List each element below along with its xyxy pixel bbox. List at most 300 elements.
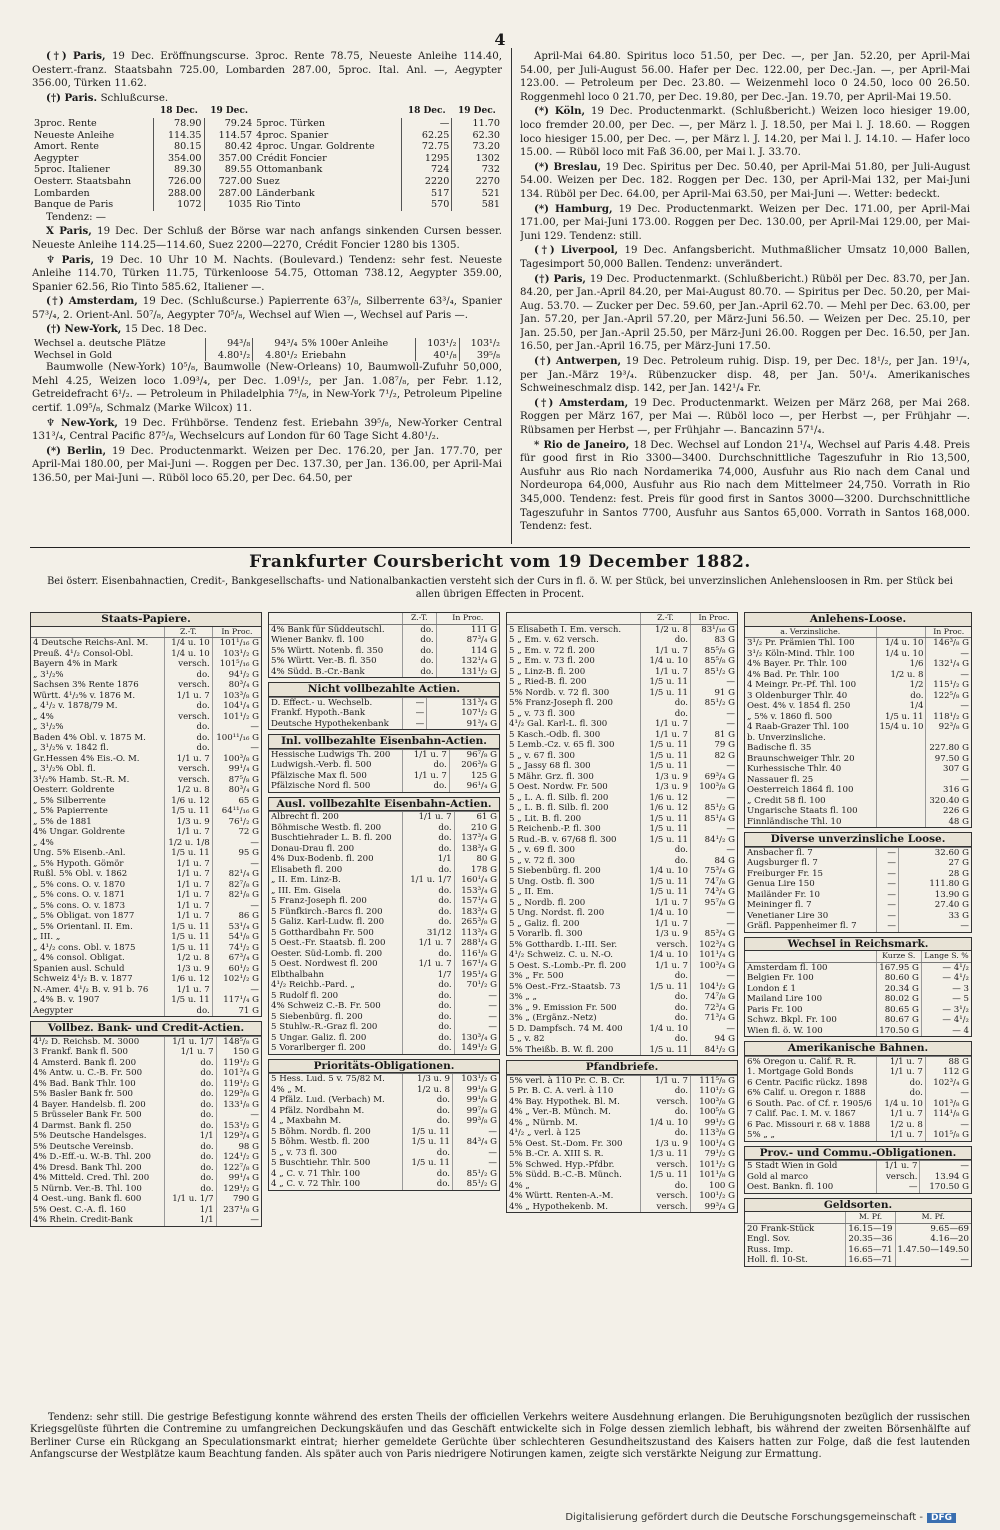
right-news-column: [520, 50, 970, 546]
price-cell: 64¹¹/₁₆ G: [212, 806, 261, 817]
price-cell: Braunschweiger Thlr. 20: [747, 753, 855, 764]
price-cell: versch.: [876, 1172, 920, 1183]
price-cell: 1/6 u. 12: [164, 796, 212, 807]
column-header: In Proc.: [212, 627, 261, 638]
price-row: [507, 1086, 737, 1097]
price-row: [507, 646, 737, 657]
price-row: [31, 922, 261, 933]
price-cell: do.: [402, 865, 454, 876]
news-text: 19 Dec. Productenmarkt. (Schlußbericht.) Weizen loco hiesiger 19.00, loco fremder 20.00, per Dec. —, per März l. J. 18.50, per Mai l. J. 18.60. — Roggen loco hiesiger 15.00, per Dec. —, per März l. J. 14.20, per Mai l. J. 14.10. — Hafer loco 15.00. — Rüböl loco mit Faß 36.00, per Mai l. J. 33.70.: [520, 106, 970, 159]
price-row: [745, 1182, 971, 1193]
price-cell: 226 G: [926, 806, 971, 817]
price-cell: 82¹/₄ G: [212, 869, 261, 880]
price-cell: 4 „ C. v. 72 Thlr. 100: [271, 1179, 361, 1189]
price-cell: 5 Oest. S.-Lomb.-Pr. fl. 200: [509, 960, 627, 971]
price-cell: 4¹/₂ Gal. Karl-L. fl. 300: [509, 719, 608, 729]
price-cell: 1/1 u. 7: [640, 719, 690, 730]
price-cell: versch.: [164, 775, 212, 786]
price-cell: —: [454, 1012, 499, 1023]
price-cell: 210 G: [454, 823, 499, 834]
section-title: Diverse unverzinsliche Loose.: [745, 833, 971, 847]
news-paragraph: [520, 161, 970, 202]
price-cell: 111⁵/₈ G: [691, 1075, 737, 1086]
quote-cell: 114.35: [154, 130, 204, 142]
price-cell: 5 Oest.-Fr. Staatsb. fl. 200: [271, 938, 386, 948]
column-header-row: [269, 613, 499, 624]
price-row: [31, 1079, 261, 1090]
price-cell: „ 5% Orientanl. II. Em.: [33, 921, 133, 932]
price-cell: —: [691, 719, 737, 730]
price-row: [745, 1026, 971, 1037]
price-cell: 1/7: [402, 970, 454, 981]
price-cell: 3¹/₂ Pr. Prämien Thl. 100: [747, 638, 855, 648]
price-cell: 1/2 u. 8: [876, 1120, 925, 1131]
price-row: [745, 649, 971, 660]
price-row: [31, 1215, 261, 1226]
news-heading: (*) Breslau,: [534, 160, 606, 173]
price-cell: 183³/₄ G: [454, 907, 499, 918]
price-cell: 111 G: [436, 624, 499, 635]
price-cell: Aegypter: [33, 1005, 73, 1016]
price-cell: Deutsche Hypothekenbank: [271, 718, 389, 729]
quote-cell: 11.70: [452, 118, 502, 130]
price-cell: 33 G: [898, 911, 971, 922]
price-cell: 5 Ungar. Galiz. fl. 200: [271, 1032, 367, 1043]
section-title: Ausl. vollbezahlte Eisenbahn-Actien.: [269, 798, 499, 812]
price-cell: versch.: [164, 712, 212, 723]
quote-cell: Länderbank: [256, 187, 315, 199]
price-cell: 5 Buschtiehr. Thlr. 500: [271, 1158, 371, 1168]
price-cell: —: [454, 991, 499, 1002]
price-cell: 80.65 G: [876, 1005, 921, 1016]
price-cell: Paris Fr. 100: [747, 1004, 803, 1015]
price-cell: 1/4 u. 10: [640, 1024, 690, 1035]
price-cell: —: [898, 921, 971, 932]
price-row: [745, 659, 971, 670]
price-cell: 3% „ „: [509, 992, 538, 1002]
price-cell: 5 Ung. Nordst. fl. 200: [509, 908, 605, 918]
price-row: [507, 824, 737, 835]
table-column-1: [30, 612, 262, 1412]
price-cell: 4% „ Hypothekenb. M.: [509, 1201, 608, 1212]
price-cell: 4% „ M.: [271, 1084, 307, 1095]
price-row: [31, 764, 261, 775]
news-text: Schlußcurse.: [100, 92, 169, 104]
price-row: [269, 1012, 499, 1023]
price-cell: do.: [402, 1043, 454, 1054]
price-cell: 4 Pfälz. Lud. (Verbach) M.: [271, 1095, 385, 1105]
price-cell: 137³/₄ G: [454, 833, 499, 844]
price-cell: 117¹/₄ G: [212, 995, 261, 1006]
price-row: [269, 719, 499, 730]
price-cell: 1/1 u. 7: [640, 646, 690, 657]
price-cell: 103¹/₂ G: [212, 649, 261, 660]
price-cell: 167.95 G: [876, 962, 921, 973]
price-cell: do.: [164, 1163, 216, 1174]
price-cell: —: [453, 1158, 499, 1169]
price-cell: 148⁵/₈ G: [216, 1036, 261, 1047]
quote-row: [32, 350, 502, 362]
news-heading: (*) Berlin,: [46, 444, 113, 457]
price-cell: 4% Dux-Bodenb. fl. 200: [271, 854, 374, 864]
price-table: [745, 1160, 971, 1193]
price-cell: [926, 733, 971, 744]
price-cell: 1/5 u. 11: [640, 824, 690, 835]
price-cell: 5% Franz-Joseph fl. 200: [509, 698, 614, 708]
price-cell: 113³/₄ G: [454, 928, 499, 939]
price-cell: 1/5 u. 11: [640, 688, 690, 699]
column-header: M. Pf.: [895, 1212, 971, 1223]
price-table: [745, 951, 971, 1036]
news-paragraph: [520, 203, 970, 244]
price-row: [745, 712, 971, 723]
price-cell: 1/5 u. 11: [640, 740, 690, 751]
price-cell: 5 Mähr. Grz. fl. 300: [509, 771, 594, 782]
price-row: [745, 691, 971, 702]
price-row: [507, 1075, 737, 1086]
price-table: [31, 1036, 261, 1226]
price-row: [745, 984, 971, 995]
price-row: [269, 1106, 499, 1117]
price-cell: 116¹/₈ G: [454, 949, 499, 960]
quote-cell: 2220: [402, 176, 452, 188]
news-heading: (†) Amsterdam,: [534, 396, 634, 409]
price-row: [31, 1194, 261, 1205]
price-cell: 1/4 u. 10: [640, 908, 690, 919]
price-cell: 1/1 u. 7: [640, 961, 690, 972]
quote-cell: 581: [452, 199, 502, 211]
price-table: [269, 697, 499, 730]
price-cell: 99¹/₄ G: [212, 764, 261, 775]
price-cell: 99¹/₈ G: [453, 1085, 499, 1096]
quote-cell: Amort. Rente: [34, 141, 99, 153]
price-row: [745, 890, 971, 901]
price-cell: 4% Rhein. Credit-Bank: [33, 1215, 133, 1225]
price-row: [507, 919, 737, 930]
price-cell: Schwz. Bkpl. Fr. 100: [747, 1015, 837, 1025]
price-cell: 206³/₈ G: [449, 760, 499, 771]
price-cell: „ 4% consol. Obligat.: [33, 953, 125, 963]
price-cell: 1/1 u. 7: [164, 827, 212, 838]
price-cell: do.: [164, 1121, 216, 1132]
price-cell: Bayern 4% in Mark: [33, 659, 118, 669]
price-row: [507, 1034, 737, 1045]
price-cell: —: [925, 1120, 971, 1131]
price-cell: Gold al marco: [747, 1171, 808, 1182]
price-cell: do.: [164, 1184, 216, 1195]
price-row: [269, 928, 499, 939]
price-row: [507, 740, 737, 751]
price-cell: 1/5 u. 11: [640, 887, 690, 898]
quote-row: [32, 199, 502, 211]
price-cell: do.: [402, 760, 449, 771]
price-cell: 3% „ (Ergänz.-Netz): [509, 1013, 597, 1023]
quote-cell: Neueste Anleihe: [34, 129, 115, 141]
price-cell: „ 4%: [33, 711, 54, 722]
price-cell: —: [691, 1024, 737, 1035]
column-header-row: [745, 627, 971, 638]
news-paragraph: [32, 417, 502, 444]
price-cell: 74⁷/₈ G: [691, 877, 737, 888]
quote-cell: 80.15: [154, 141, 204, 153]
price-cell: Ungarische Staats fl. 100: [747, 806, 858, 816]
price-row: [507, 688, 737, 699]
price-cell: 1/1 u. 7: [164, 691, 212, 702]
price-cell: 102³/₄ G: [925, 1078, 971, 1089]
price-cell: —: [926, 701, 971, 712]
price-cell: do.: [402, 980, 454, 991]
price-row: [507, 908, 737, 919]
section-title: Staats-Papiere.: [31, 613, 261, 627]
price-cell: 1/1 u. 7: [402, 959, 454, 970]
price-cell: 1/1 u. 7: [164, 869, 212, 880]
price-cell: do.: [164, 733, 212, 744]
price-cell: 3% „ 9. Emission Fr. 500: [509, 1002, 617, 1013]
frankfurt-subtitle: Bei österr. Eisenbahnactien, Credit-, Bankgesellschafts- und Nationalbankactien versteht sich der Curs in fl. ö. W. per Stück, bei unverzinslichen Anlehensloosen in Rm. per Stück bei allen übrigen Effecten in Procent.: [47, 576, 953, 600]
quote-cell: 1302: [452, 153, 502, 165]
price-cell: Elisabeth fl. 200: [271, 864, 343, 875]
price-cell: 1/1 u. 1/7: [164, 1194, 216, 1205]
price-section: [268, 612, 500, 678]
price-cell: 1/1 u. 7: [164, 911, 212, 922]
column-header: Z.-T.: [640, 613, 690, 624]
price-cell: do.: [640, 698, 690, 709]
price-cell: do.: [640, 971, 690, 982]
price-row: [269, 697, 499, 708]
price-cell: — 4¹/₂: [921, 1015, 971, 1026]
price-row: [31, 995, 261, 1006]
price-cell: Finnländische Thl. 10: [747, 816, 842, 827]
price-cell: do.: [164, 743, 212, 754]
column-header-row: [745, 951, 971, 962]
quote-header-row: [32, 106, 502, 118]
news-text: 19 Dec. Productenmarkt. (Schlußbericht.) Rüböl per Dec. 83.70, per Jan. 84.20, per Jan.-April 84.20, per Mai-August 80.70. — Spiritus per Dec. 50.20, per Mai-Aug. 53.70. — Zucker per Dec. 59.60, per Jan.-April 62.70. — Mehl per Dec. 63.00, per Jan. 57.20, per Jan.-April 57.20, per März-Juni 56.50. — Weizen per Dec. 25.10, per Jan. 25.50, per Jan.-April 25.50, per März-Juni 26.00. Roggen per Dec. 16.50, per Jan. 16.50, per Jan.-April 16.75, per März-Juni 17.50.: [520, 273, 970, 353]
price-row: [745, 754, 971, 765]
price-cell: 5 Vorarlberger fl. 200: [271, 1043, 366, 1053]
price-cell: 115¹/₂ G: [926, 680, 971, 691]
price-cell: 91³/₄ G: [427, 719, 499, 730]
price-cell: „ 3¹/₂%: [33, 722, 64, 732]
price-cell: 16.15—19: [846, 1223, 895, 1234]
price-row: [507, 1202, 737, 1213]
quote-cell: 354.00: [154, 153, 204, 165]
price-cell: do.: [402, 917, 454, 928]
column-header: M. Pf.: [846, 1212, 895, 1223]
price-cell: 72 G: [212, 827, 261, 838]
price-row: [31, 785, 261, 796]
price-cell: 1/1 u. 7: [876, 1161, 920, 1172]
price-row: [507, 898, 737, 909]
price-cell: Oester. Süd-Lomb. fl. 200: [271, 948, 383, 959]
price-row: [507, 1107, 737, 1118]
quote-cell: 5proc. Türken: [256, 117, 326, 129]
price-cell: 28 G: [898, 869, 971, 880]
price-cell: 1/5 u. 11: [640, 835, 690, 846]
column-header: [745, 1212, 846, 1223]
price-cell: do.: [402, 991, 454, 1002]
price-cell: do.: [876, 1078, 925, 1089]
price-cell: 4 Raab-Grazer Thl. 100: [747, 722, 849, 732]
price-cell: do.: [640, 1086, 690, 1097]
news-heading: ♆ Paris,: [46, 253, 101, 266]
price-cell: [876, 764, 926, 775]
price-cell: „ 5% cons. O. v. 1871: [33, 890, 126, 900]
price-cell: 1/1 u. 7: [876, 1130, 925, 1141]
price-cell: 65 G: [212, 796, 261, 807]
price-row: [269, 1043, 499, 1054]
price-table: [31, 627, 261, 1017]
market-summary: Tendenz: sehr still. Die gestrige Befestigung konnte während des ersten Theils der officiellen Verkehrs weitere Ausdehnung erlangen. Die Beruhigungsnoten bezüglich der russischen Kriegsgelüste führten die Contremine zu umfangreichen Deckungskäufen und das Geschäft entwickelte sich in Folge dessen ziemlich lebhaft, bis während der zweiten Börsenhälfte auf Berliner Curse ein Rückgang an Speculationsmarkt eintrat; hierher gemeldete Gerüchte über schlechteren Gesundheitszustand des Kaisers hatten zur Folge, daß die fest lautenden Anfangscurse der Westplätze kaum Beachtung fanden. Als später auch von Paris niedrigere Notirungen kamen, zeigte sich verstärkte Neigung zur Ermattung.: [30, 1412, 970, 1461]
price-cell: —: [454, 1022, 499, 1033]
quote-cell: 73.20: [452, 141, 502, 153]
price-cell: 1/4 u. 10: [640, 1118, 690, 1129]
price-row: [745, 785, 971, 796]
price-row: [507, 803, 737, 814]
price-cell: 1/5 u. 11: [164, 806, 212, 817]
price-cell: „ III. Em. Gisela: [271, 885, 341, 896]
price-cell: 60¹/₂ G: [212, 964, 261, 975]
price-row: [745, 680, 971, 691]
news-paragraph: [520, 244, 970, 271]
price-cell: 5 Fünfkirch.-Barcs fl. 200: [271, 906, 383, 917]
price-cell: do.: [402, 1001, 454, 1012]
price-cell: 1/1 u. 7: [640, 730, 690, 741]
price-cell: do.: [164, 1089, 216, 1100]
price-cell: Buschtiehrader L. B. fl. 200: [271, 833, 392, 843]
price-cell: 5 „ v. 67 fl. 300: [509, 750, 575, 761]
price-cell: Schweiz 4¹/₂ B. v. 1877: [33, 974, 133, 984]
price-cell: versch.: [640, 940, 690, 951]
price-row: [269, 781, 499, 792]
price-cell: 72³/₄ G: [691, 1003, 737, 1014]
price-cell: 125 G: [449, 771, 499, 782]
news-paragraph: [520, 273, 970, 355]
price-cell: 71 G: [212, 1006, 261, 1017]
price-cell: 101¹/₄ G: [691, 950, 737, 961]
quote-cell: 89.55: [204, 164, 254, 176]
price-cell: do.: [402, 646, 436, 657]
price-row: [507, 1149, 737, 1160]
price-cell: 124¹/₂ G: [216, 1152, 261, 1163]
price-cell: 5 „ Galiz. fl. 200: [509, 918, 580, 929]
price-row: [507, 730, 737, 741]
price-cell: 1/5 u. 11: [164, 995, 212, 1006]
price-row: [31, 1036, 261, 1047]
price-row: [745, 1172, 971, 1183]
price-cell: 119¹/₂ G: [216, 1058, 261, 1069]
price-cell: do.: [402, 1106, 452, 1117]
quote-header-cell: 18 Dec.: [407, 106, 446, 117]
price-cell: Oesterreich 1864 fl. 100: [747, 785, 854, 795]
price-cell: —: [212, 859, 261, 870]
price-cell: 5 Kasch.-Odb. fl. 300: [509, 729, 601, 740]
quote-cell: 4.80¹/₂: [253, 350, 300, 362]
price-cell: do.: [402, 1148, 452, 1159]
price-cell: Mailänder Fr. 10: [747, 889, 821, 900]
price-cell: 1/5 u. 11: [402, 1158, 452, 1169]
price-cell: 82 G: [691, 751, 737, 762]
price-cell: 87³/₄ G: [436, 635, 499, 646]
price-row: [269, 708, 499, 719]
price-row: [31, 890, 261, 901]
price-cell: 157¹/₄ G: [454, 896, 499, 907]
price-row: [507, 940, 737, 951]
price-cell: 76¹/₂ G: [212, 817, 261, 828]
price-cell: 4% Dresd. Bank Thl. 200: [33, 1162, 142, 1173]
price-cell: 96⁷/₈ G: [449, 749, 499, 760]
price-row: [31, 712, 261, 723]
price-cell: 101¹/₈ G: [691, 1170, 737, 1181]
price-cell: Wiener Bankv. fl. 100: [271, 635, 365, 645]
price-cell: 4 Amsterd. Bank fl. 200: [33, 1057, 137, 1068]
price-cell: 5% B.-Cr. A. XIII S. R.: [509, 1149, 604, 1159]
price-row: [31, 1184, 261, 1195]
price-row: [31, 638, 261, 649]
price-cell: 4% Antw. u. C.-B. Fr. 500: [33, 1068, 143, 1078]
column-header: Lange S. %: [921, 951, 971, 962]
quote-cell: Eriebahn: [301, 349, 347, 361]
price-cell: „ 5% Obligat. von 1877: [33, 911, 135, 921]
price-cell: b. Unverzinsliche.: [747, 732, 826, 743]
price-cell: 5 „ v. 69 fl. 300: [509, 845, 575, 855]
price-row: [31, 680, 261, 691]
price-cell: 132¹/₄ G: [926, 659, 971, 670]
price-cell: 307 G: [926, 764, 971, 775]
price-cell: Ansbacher fl. 7: [747, 847, 813, 858]
price-cell: 4 Pfälz. Nordbahn M.: [271, 1105, 365, 1116]
price-row: [745, 847, 971, 858]
price-row: [507, 835, 737, 846]
price-cell: 4 „ Maxbahn M.: [271, 1116, 342, 1126]
price-cell: 130³/₄ G: [454, 1033, 499, 1044]
price-cell: do.: [164, 1110, 216, 1121]
price-row: [31, 1121, 261, 1132]
price-cell: 129³/₄ G: [216, 1131, 261, 1142]
price-row: [507, 950, 737, 961]
price-row: [745, 1067, 971, 1078]
price-cell: 5% Nordb. v. 72 fl. 300: [509, 687, 610, 698]
price-cell: Holl. fl. 10-St.: [747, 1255, 808, 1265]
price-row: [31, 1173, 261, 1184]
price-row: [31, 848, 261, 859]
price-cell: do.: [402, 949, 454, 960]
price-row: [269, 1169, 499, 1180]
price-cell: 133¹/₈ G: [216, 1100, 261, 1111]
price-cell: 1/3 u. 9: [640, 929, 690, 940]
price-cell: 1/6 u. 12: [640, 793, 690, 804]
price-cell: 101¹/₂ G: [691, 1160, 737, 1171]
price-row: [745, 869, 971, 880]
price-cell: versch.: [640, 1191, 690, 1202]
price-cell: 5% Oest.-Frz.-Staatsb. 73: [509, 981, 621, 992]
price-cell: 1/5 u. 11: [164, 943, 212, 954]
price-cell: Belgien Fr. 100: [747, 973, 814, 983]
quote-row: [32, 153, 502, 165]
news-text: 19 Dec. (Schlußcurse.) Papierrente 63⁷/₈, Silberrente 63³/₄, Spanier 57³/₄, 2. Orient-Anl. 50⁷/₈, Aegypter 70⁵/₈, Wechsel auf Wien —, Wechsel auf Paris —.: [32, 296, 502, 321]
dfg-logo: DFG: [927, 1513, 956, 1523]
price-row: [745, 775, 971, 786]
price-row: [745, 900, 971, 911]
price-row: [269, 875, 499, 886]
quote-cell: 1295: [402, 153, 452, 165]
price-cell: 195¹/₄ G: [454, 970, 499, 981]
price-cell: 5% Oest. St.-Dom. Fr. 300: [509, 1138, 623, 1149]
price-cell: 79 G: [691, 740, 737, 751]
price-cell: 107¹/₂ G: [427, 708, 499, 719]
price-row: [507, 782, 737, 793]
price-cell: 150 G: [216, 1047, 261, 1058]
column-header: [876, 627, 926, 638]
